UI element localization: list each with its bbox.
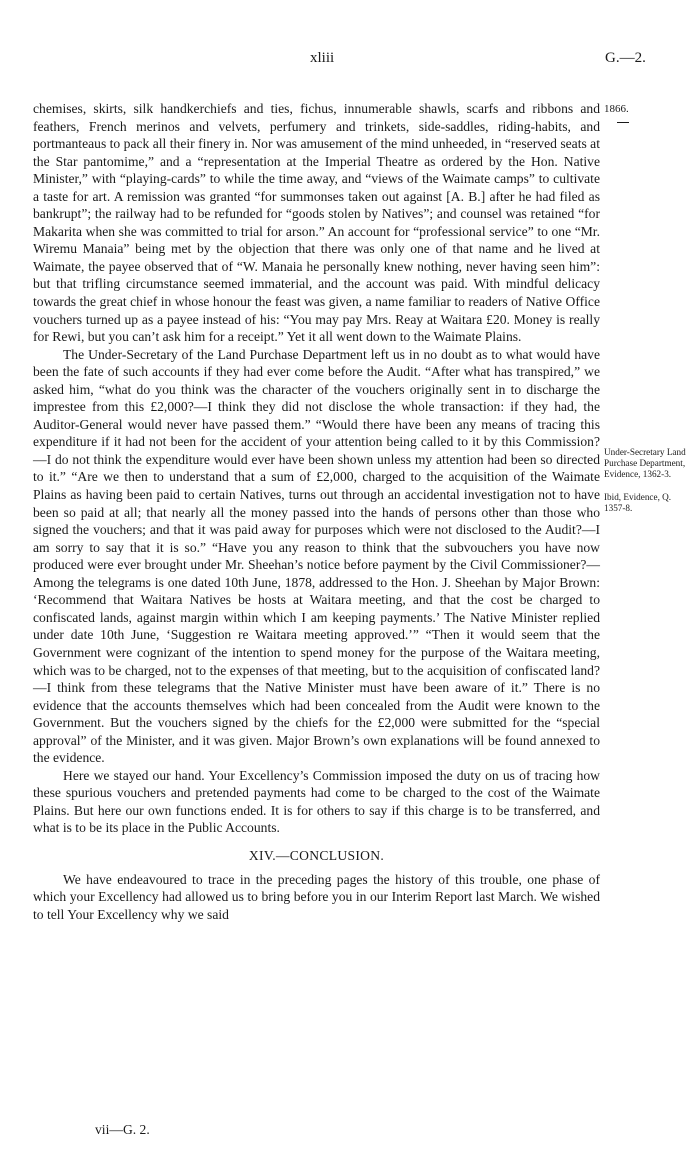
margin-rule [617,122,629,123]
signature-mark: vii—G. 2. [95,1122,150,1137]
margin-note-ibid: Ibid, Evidence, Q. 1357-8. [604,492,672,513]
paragraph-stayed-hand: Here we stayed our hand. Your Excellency’s Commission imposed the duty on us of tracing how these spurious vouchers and pretended payments had come to be charged to the cost of the Waimate Plains. But here our own functions ended. It is for others to say if this charge is to be transferred, and what is to be its place in the Public Accounts. [33,767,600,836]
paragraph-continuation: chemises, skirts, silk handkerchiefs and ties, fichus, innumerable shawls, scarfs and ribbons and feathers, French merinos and velvets, perfumery and trinkets, side-saddles, riding-habits, and portmanteaus to pack all their finery in. Nor was amusement of the mind unheeded, in “reserved seats at the Star pantomime,” and a “representation at the Imperial Theatre as ordered by the Hon. Native Minister,” with “playing-cards” to while the time away, and “views of the Waimate camps” to cultivate a taste for art. A remission was granted “for summonses taken out against [A. B.] after he had filed as bankrupt”; the railway had to be refunded for “goods stolen by Natives”; and counsel was retained “for Makarita when she was committed to trial for arson.” An account for “professional service” to one “Mr. Wiremu Manaia” being met by the objection that there was only one of that name and he lived at Waimate, the payee observed that of “W. Manaia he personally knew nothing, never having seen him”: but that trifling circumstance seemed immaterial, and the account was paid. With mindful delicacy towards the great chief in whose honour the feast was given, a name familiar to readers of Native Office vouchers turned up as a payee instead of his: “You may pay Mrs. Reay at Waitara £20. Money is really for Rewi, but you can’t ask him for a receipt.” Yet it all went down to the Waimate Plains. [33,101,600,345]
document-reference: G.—2. [605,50,646,66]
main-text [33,100,600,923]
section-heading-conclusion: XIV.—CONCLUSION. [248,847,385,863]
page-header [0,50,700,70]
paragraph-under-secretary-evidence: The Under-Secretary of the Land Purchase Department left us in no doubt as to what would have been the fate of such accounts if they had ever come before the Audit. “After what has transpired,” we asked him, “what do you think was the character of the vouchers originally sent in to discharge the imprestee from this £2,000?—I think they did not disclose the whole transaction: if they had, the Auditor-General would never have passed them.” “Would there have been any means of tracing this expenditure if it had not been for the accident of your attention being called to it by this Commission?—I do not think the expenditure would ever have been shown unless my attention had been so directed to it.” “Are we then to understand that a sum of £2,000, charged to the acquisition of the Waimate Plains as having been paid to certain Natives, turns out through an accidental investigation not to have been so paid at all; that nearly all the money passed into the hands of persons other than those who signed the vouchers; and that it was paid away for purposes which were not disclosed to the Audit?—I am sorry to say that it is so.” “Have you any reason to think that the subvouchers you have now produced were ever brought under Mr. Sheehan’s notice before payment by the Civil Commissioner?—Among the telegrams is one dated 10th June, 1878, addressed to the Hon. J. Sheehan by Major Brown: ‘Recommend that Waitara Natives be hosts at Waitara meeting, and that the cost be charged to confiscated lands, against margin within which I am keeping payments.’ The Native Minister replied under date 10th June, ‘Suggestion re Waitara meeting approved.’” “Then it would seem that the Government were cognizant of the intention to spend money for the purpose of the Waitara meeting, which was to be charged, not to the expenses of that meeting, but to the acquisition of confiscated land?—I think from these telegrams that the Native Minister must have been aware of it.” There is no evidence that the accounts themselves which had been concealed from the Audit were known to the Government. But the vouchers signed by the chiefs for the £2,000 were submitted for the “special approval” of the Minister, and it was given. Major Brown’s own explanations will be found annexed to the evidence. [33,346,600,766]
page-number: xliii [310,50,335,66]
paragraph-conclusion: We have endeavoured to trace in the preceding pages the history of this trouble, one phase of which your Excellency had allowed us to bring before you in our Interim Report last March. We wished to tell Your Excellency why we said [33,871,600,922]
margin-note-year: 1866. [604,103,629,115]
margin-note-under-secretary: Under-Secretary Land Purchase Department, Evidence, 1362-3. [604,447,686,479]
